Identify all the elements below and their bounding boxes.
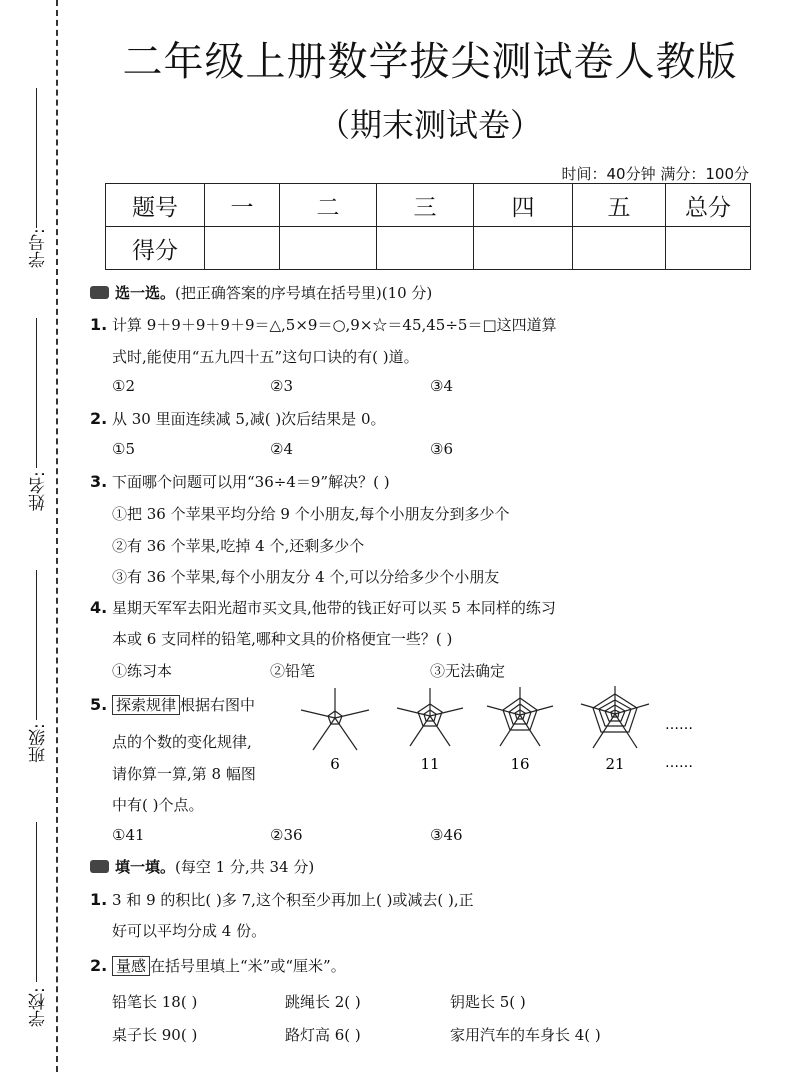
- score-input-cell[interactable]: [666, 227, 751, 270]
- school-field: [26, 822, 50, 1042]
- question-text: 3 和 9 的积比( )多 7,这个积至少再加上( )或减去( ),正: [112, 891, 474, 909]
- section-badge-icon: [90, 286, 109, 299]
- question-text: 本或 6 支同样的铅笔,哪种文具的价格便宜一些？( ): [112, 630, 453, 648]
- option[interactable]: ②铅笔: [270, 662, 316, 680]
- table-cell: 题号: [106, 184, 205, 227]
- option[interactable]: ②36: [270, 826, 303, 844]
- fill-blank-item[interactable]: 铅笔长 18( ): [112, 993, 198, 1011]
- question-1-4: [90, 597, 556, 618]
- question-1-1: [90, 314, 557, 335]
- student-number-blank: [36, 88, 37, 228]
- figure-label: 21: [605, 755, 625, 773]
- question-1-2: [90, 408, 386, 429]
- time-score-info: 时间：40分钟 满分：100分: [561, 165, 749, 183]
- score-input-cell[interactable]: [205, 227, 280, 270]
- topic-tag: 探索规律: [112, 695, 180, 715]
- option[interactable]: ②3: [270, 377, 293, 395]
- fill-blank-item[interactable]: 桌子长 90( ): [112, 1026, 198, 1044]
- school-blank: [36, 822, 37, 982]
- question-number: 1.: [90, 890, 108, 909]
- question-text: 好可以平均分成 4 份。: [112, 922, 267, 940]
- section-badge-icon: [90, 860, 109, 873]
- question-text: 计算 9＋9＋9＋9＋9＝△,5×9＝○,9×☆＝45,45÷5＝□这四道算: [112, 316, 557, 334]
- table-cell: 总分: [666, 184, 751, 227]
- table-cell: 得分: [106, 227, 205, 270]
- table-cell: 二: [280, 184, 377, 227]
- option[interactable]: ①练习本: [112, 662, 173, 680]
- question-2-1: [90, 889, 474, 910]
- question-text: 从 30 里面连续减 5,减( )次后结果是 0。: [112, 410, 386, 428]
- score-input-cell[interactable]: [573, 227, 666, 270]
- ellipsis: ……: [665, 717, 693, 733]
- pattern-figure-1: [301, 688, 369, 750]
- question-number: 2.: [90, 956, 108, 975]
- question-number: 1.: [90, 315, 108, 334]
- section-title: 选一选。: [115, 284, 176, 302]
- score-input-cell[interactable]: [377, 227, 474, 270]
- table-cell: 四: [474, 184, 573, 227]
- student-number-field: [26, 88, 50, 268]
- question-text: 式时,能使用“五九四十五”这句口诀的有( )道。: [112, 348, 419, 366]
- question-text: 在括号里填上“米”或“厘米”。: [150, 957, 346, 975]
- student-name-blank: [36, 318, 37, 468]
- table-cell: 五: [573, 184, 666, 227]
- fill-blank-item[interactable]: 路灯高 6( ): [285, 1026, 361, 1044]
- ellipsis: ……: [665, 755, 693, 771]
- binding-dashed-line: [56, 0, 58, 1072]
- question-1-5: [90, 694, 255, 715]
- question-number: 2.: [90, 409, 108, 428]
- page-subtitle: （期末测试卷）: [317, 106, 542, 144]
- fill-blank-item[interactable]: 家用汽车的车身长 4( ): [450, 1026, 601, 1044]
- class-blank: [36, 570, 37, 720]
- option[interactable]: ③4: [430, 377, 453, 395]
- pattern-figure-4: [581, 686, 649, 748]
- topic-tag: 量感: [112, 956, 150, 976]
- class-label: 班级:: [29, 723, 49, 763]
- figure-label: 6: [330, 755, 340, 773]
- question-text: 点的个数的变化规律,: [112, 733, 252, 751]
- figure-label: 16: [510, 755, 530, 773]
- figure-label: 11: [420, 755, 440, 773]
- section-note: (每空 1 分,共 34 分): [175, 858, 315, 876]
- pattern-figures: [295, 684, 715, 784]
- pattern-figure-2: [397, 688, 463, 746]
- score-table: [105, 183, 751, 270]
- score-input-cell[interactable]: [280, 227, 377, 270]
- option[interactable]: ③无法确定: [430, 662, 506, 680]
- option[interactable]: ①41: [112, 826, 145, 844]
- section-one-heading: [90, 282, 432, 303]
- question-text: 下面哪个问题可以用“36÷4＝9”解决？( ): [112, 473, 390, 491]
- question-text: 中有( )个点。: [112, 796, 204, 814]
- option[interactable]: ①5: [112, 440, 135, 458]
- question-number: 5.: [90, 695, 108, 714]
- question-number: 4.: [90, 598, 108, 617]
- section-note: (把正确答案的序号填在括号里)(10 分): [175, 284, 433, 302]
- question-text: 根据右图中: [180, 696, 256, 714]
- student-name-field: [26, 318, 50, 518]
- question-1-3: [90, 471, 390, 492]
- fill-blank-item[interactable]: 跳绳长 2( ): [285, 993, 361, 1011]
- score-table-header-row: [106, 184, 751, 227]
- question-number: 3.: [90, 472, 108, 491]
- section-two-heading: [90, 856, 314, 877]
- option[interactable]: ③有 36 个苹果,每个小朋友分 4 个,可以分给多少个小朋友: [112, 568, 500, 586]
- section-title: 填一填。: [115, 858, 176, 876]
- student-name-label: 姓名:: [29, 471, 49, 511]
- student-number-label: 学号:: [29, 228, 49, 268]
- class-field: [26, 570, 50, 770]
- option[interactable]: ①把 36 个苹果平均分给 9 个小朋友,每个小朋友分到多少个: [112, 505, 510, 523]
- page-title: 二年级上册数学拔尖测试卷人教版: [122, 39, 738, 85]
- table-cell: 一: [205, 184, 280, 227]
- option[interactable]: ①2: [112, 377, 135, 395]
- option[interactable]: ②有 36 个苹果,吃掉 4 个,还剩多少个: [112, 537, 365, 555]
- table-cell: 三: [377, 184, 474, 227]
- option[interactable]: ③6: [430, 440, 453, 458]
- school-label: 学校:: [29, 987, 49, 1027]
- option[interactable]: ②4: [270, 440, 293, 458]
- fill-blank-item[interactable]: 钥匙长 5( ): [450, 993, 526, 1011]
- option[interactable]: ③46: [430, 826, 463, 844]
- score-table-score-row: [106, 227, 751, 270]
- question-text: 请你算一算,第 8 幅图: [112, 765, 256, 783]
- question-text: 星期天军军去阳光超市买文具,他带的钱正好可以买 5 本同样的练习: [112, 599, 556, 617]
- question-2-2: [90, 955, 346, 976]
- score-input-cell[interactable]: [474, 227, 573, 270]
- pattern-figure-3: [487, 687, 553, 746]
